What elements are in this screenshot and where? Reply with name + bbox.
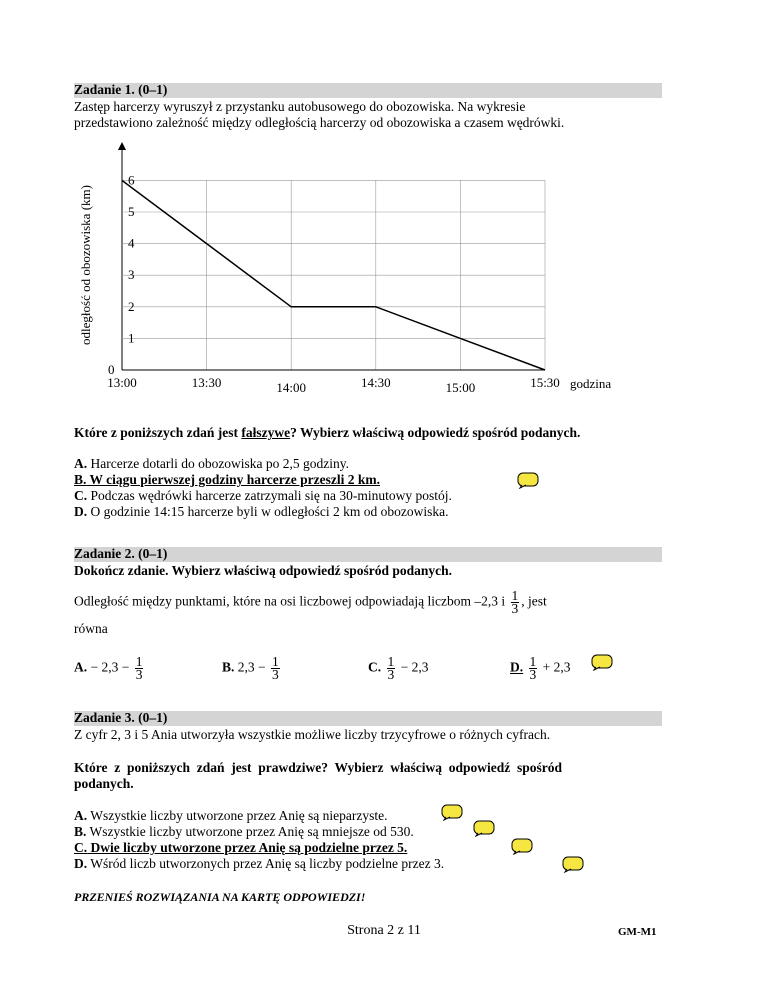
exam-code: GM-M1 — [618, 926, 657, 938]
option-letter: B. — [74, 472, 87, 487]
task3-option-a[interactable] — [74, 808, 388, 824]
task2-header: Zadanie 2. (0–1) — [74, 546, 168, 561]
option-text: Wśród liczb utworzonych przez Anię są liczby podzielne przez 3. — [90, 856, 445, 871]
task2-option-a[interactable] — [74, 656, 145, 681]
task1-question-part2: ? Wybierz właściwą odpowiedź spośród podanych. — [290, 425, 581, 440]
task2-stem2: równa — [74, 621, 108, 636]
task1-option-a[interactable] — [74, 456, 349, 472]
comment-icon[interactable] — [591, 654, 613, 671]
task1-option-c[interactable] — [74, 488, 452, 504]
option-text: O godzinie 14:15 harcerze byli w odległości 2 km od obozowiska. — [90, 504, 449, 519]
option-text: Podczas wędrówki harcerze zatrzymali się na 30-minutowy postój. — [90, 488, 452, 503]
fraction-one-third — [511, 590, 520, 615]
task3-question-line2: podanych. — [74, 776, 134, 791]
option-letter: A. — [74, 808, 88, 823]
distance-time-chart — [70, 140, 690, 405]
frac-num: 1 — [511, 588, 519, 603]
y-tick-label: 5 — [128, 204, 135, 219]
y-tick-label: 1 — [128, 330, 135, 346]
transfer-note: PRZENIEŚ ROZWIĄZANIA NA KARTĘ ODPOWIEDZI! — [74, 890, 366, 904]
task3-header: Zadanie 3. (0–1) — [74, 710, 168, 725]
task1-option-b[interactable] — [74, 472, 380, 488]
task2-stem — [74, 590, 662, 615]
y-tick-label: 3 — [128, 267, 135, 283]
y-tick-label: 4 — [128, 235, 135, 251]
frac-num: 1 — [272, 654, 279, 669]
task3-header-bar — [74, 711, 662, 726]
option-text: W ciągu pierwszej godziny harcerze przeszli 2 km. — [89, 472, 380, 487]
task2-stem-text: Odległość między punktami, które na osi liczbowej odpowiadają liczbom –2,3 i — [74, 593, 506, 609]
task1-question-false: fałszywe — [241, 425, 291, 440]
option-letter: A. — [74, 456, 88, 471]
frac-num: 1 — [135, 654, 143, 669]
option-letter: A. — [74, 659, 88, 675]
y-axis-label: odległość od obozowiska (km) — [78, 185, 93, 345]
task2-header-bar — [74, 547, 662, 562]
comment-icon[interactable] — [441, 804, 463, 821]
task3-question-line1: Które z poniższych zdań jest prawdziwe? Wybierz właściwą odpowiedź spośród — [74, 760, 562, 775]
fraction-one-third — [529, 656, 538, 681]
fraction-one-third — [387, 656, 396, 681]
task3-intro: Z cyfr 2, 3 i 5 Ania utworzyła wszystkie możliwe liczby trzycyfrowe o różnych cyfrach. — [74, 727, 551, 742]
option-text: Wszystkie liczby utworzone przez Anię są mniejsze od 530. — [89, 824, 414, 839]
option-text: Harcerze dotarli do obozowiska po 2,5 godziny. — [90, 456, 350, 471]
frac-den: 3 — [272, 667, 279, 682]
option-pre: − 2,3 − — [90, 659, 130, 675]
frac-den: 3 — [529, 667, 537, 682]
option-letter: D. — [74, 504, 88, 519]
comment-icon[interactable] — [511, 838, 533, 855]
comment-icon[interactable] — [562, 856, 584, 873]
task2-option-c[interactable] — [368, 656, 429, 681]
fraction-one-third — [135, 656, 144, 681]
frac-den: 3 — [135, 667, 143, 682]
option-letter: C. — [368, 659, 382, 675]
task1-header: Zadanie 1. (0–1) — [74, 82, 168, 97]
x-tick-label: 15:30 — [530, 375, 560, 390]
y-tick-label: 0 — [108, 362, 115, 377]
task2-option-b[interactable] — [222, 656, 282, 681]
frac-num: 1 — [529, 654, 537, 669]
x-axis-label: godzina — [570, 376, 612, 391]
task1-intro-line2: przedstawiono zależność między odległością harcerzy od obozowiska a czasem wędrówki. — [74, 115, 565, 130]
task1-option-d[interactable] — [74, 504, 449, 520]
y-tick-label: 6 — [128, 172, 135, 188]
x-tick-label: 14:00 — [276, 380, 307, 395]
option-text: Wszystkie liczby utworzone przez Anię są nieparzyste. — [90, 808, 388, 823]
option-pre: 2,3 − — [237, 659, 266, 675]
x-tick-label: 13:00 — [107, 375, 137, 390]
option-letter: D. — [74, 856, 88, 871]
task2-option-d[interactable] — [510, 656, 571, 681]
option-letter: B. — [74, 824, 87, 839]
x-tick-label: 14:30 — [360, 375, 391, 390]
task1-intro-line1: Zastęp harcerzy wyruszył z przystanku autobusowego do obozowiska. Na wykresie — [74, 99, 526, 114]
frac-den: 3 — [511, 601, 519, 616]
option-letter: C. — [74, 488, 88, 503]
y-tick-label: 2 — [128, 298, 135, 314]
comment-icon[interactable] — [517, 472, 539, 489]
x-tick-label: 15:00 — [445, 380, 476, 395]
frac-den: 3 — [387, 667, 395, 682]
task1-question-part1: Które z poniższych zdań jest — [74, 425, 242, 440]
option-letter: C. — [74, 840, 88, 855]
task3-option-d[interactable] — [74, 856, 444, 872]
page-number: Strona 2 z 11 — [347, 923, 421, 938]
frac-num: 1 — [387, 654, 395, 669]
x-tick-label: 13:30 — [191, 375, 222, 390]
task3-option-c[interactable] — [74, 840, 407, 856]
comment-icon[interactable] — [473, 820, 495, 837]
task2-instruction: Dokończ zdanie. Wybierz właściwą odpowiedź spośród podanych. — [74, 563, 453, 578]
y-axis-arrow — [118, 142, 126, 150]
option-text: Dwie liczby utworzone przez Anię są podzielne przez 5. — [90, 840, 408, 855]
task1-header-bar — [74, 83, 662, 98]
option-post: − 2,3 — [400, 659, 429, 675]
task3-option-b[interactable] — [74, 824, 414, 840]
option-letter: B. — [222, 659, 235, 675]
task1-question — [74, 425, 580, 441]
fraction-one-third — [271, 656, 280, 681]
task2-stem-end: , jest — [521, 593, 547, 609]
option-letter: D. — [510, 659, 524, 675]
option-post: + 2,3 — [542, 659, 571, 675]
